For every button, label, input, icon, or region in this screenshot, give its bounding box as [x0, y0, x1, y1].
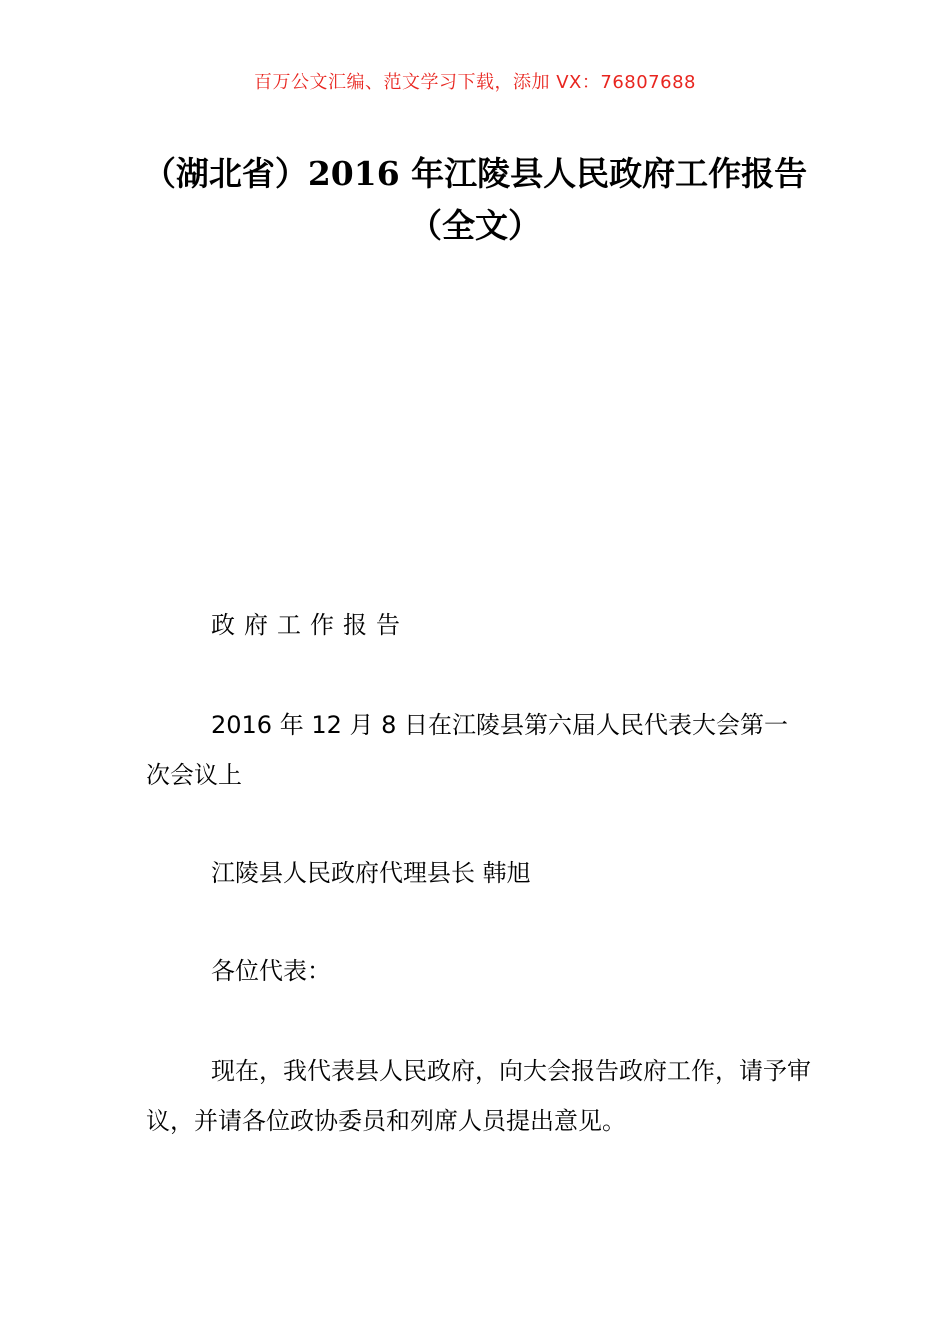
header-note: 百万公文汇编、范文学习下载，添加 VX：76807688	[254, 72, 696, 93]
salutation: 各位代表：	[211, 957, 331, 985]
author-line: 江陵县人民政府代理县长 韩旭	[211, 859, 531, 887]
report-heading: 政府工作报告	[211, 611, 409, 639]
document-title: （湖北省）2016 年江陵县人民政府工作报告（全文）	[142, 154, 808, 245]
meeting-info: 2016 年 12 月 8 日在江陵县第六届人民代表大会第一次会议上	[146, 711, 789, 789]
opening-paragraph: 现在，我代表县人民政府，向大会报告政府工作，请予审议，并请各位政协委员和列席人员提出意见。	[146, 1057, 811, 1135]
